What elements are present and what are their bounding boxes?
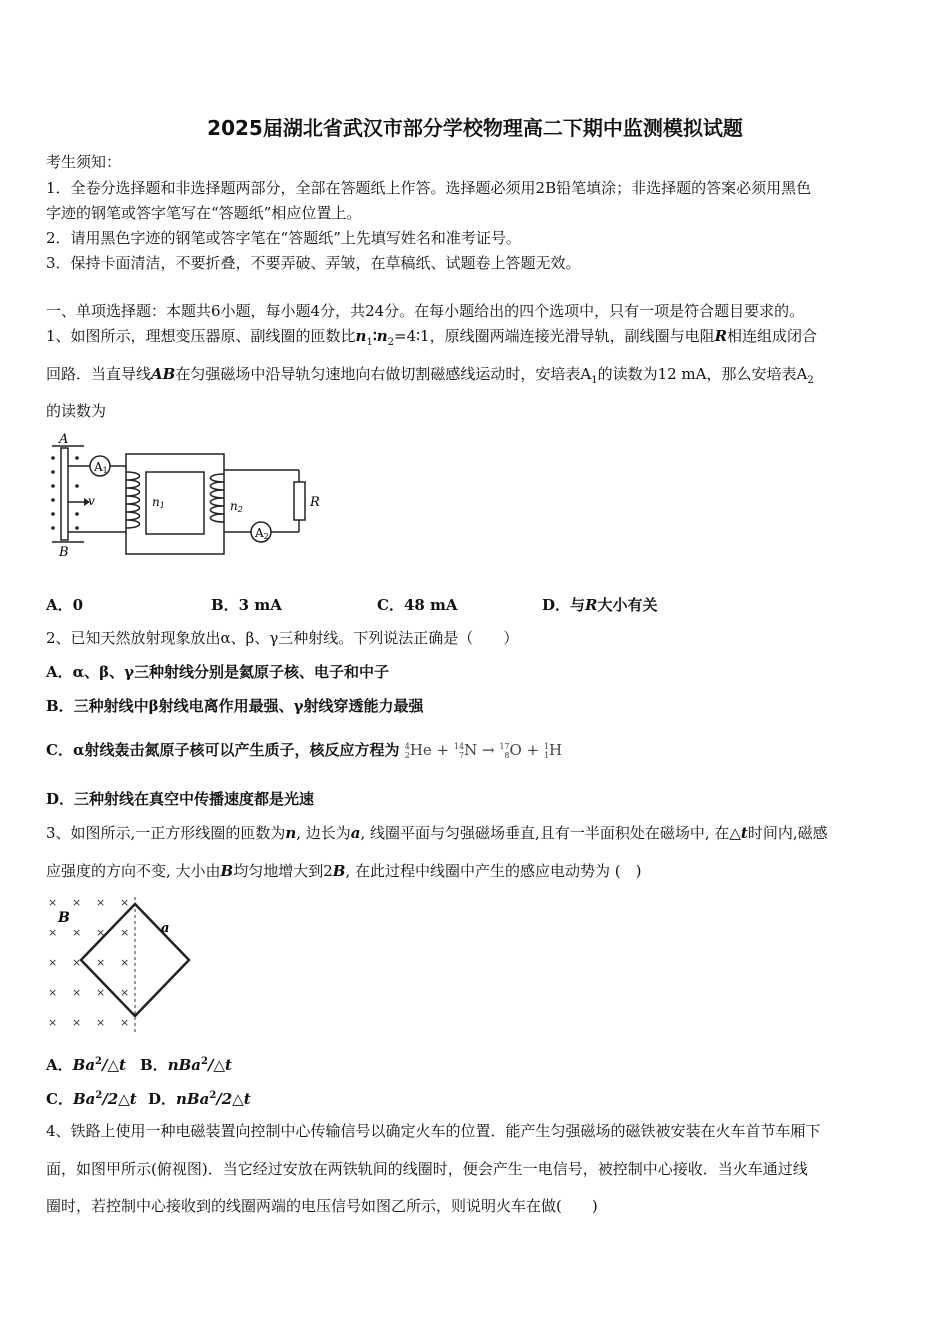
section-heading: 一、单项选择题：本题共6小题，每小题4分，共24分。在每小题给出的四个选项中，只有一项是符合题目要求的。 — [46, 302, 805, 320]
svg-text:×: × — [72, 986, 82, 999]
q1-stem-line1: 1、如图所示，理想变压器原、副线圈的匝数比$n_1∶n_2=4∶1$，原线圈两端连接光滑导轨，副线圈与电阻R相连组成闭合 — [46, 327, 818, 348]
svg-text:×: × — [48, 956, 58, 969]
ammeter-A1-label: A1 — [94, 460, 108, 475]
q3-option-c: C．Ba$^2$/2△t — [46, 1090, 137, 1108]
svg-text:×: × — [48, 926, 58, 939]
notice-item: 2．请用黑色字迹的钢笔或答字笔在“答题纸”上先填写姓名和准考证号。 — [46, 229, 521, 247]
q1-stem-line3: 的读数为 — [46, 402, 107, 420]
svg-text:×: × — [72, 926, 82, 939]
svg-text:×: × — [72, 896, 82, 909]
q4-stem-line2: 面，如图甲所示(俯视图)．当它经过安放在两铁轨间的线圈时，便会产生一电信号，被控制中心接收．当火车通过线 — [46, 1160, 808, 1178]
q1-option-a: A．0 — [46, 596, 84, 614]
svg-text:×: × — [96, 986, 106, 999]
q2-stem: 2、已知天然放射现象放出α、β、γ三种射线。下列说法正确是（ ） — [46, 629, 519, 647]
q2-option-a: A．α、β、γ三种射线分别是氦原子核、电子和中子 — [46, 663, 390, 681]
svg-text:×: × — [120, 896, 130, 909]
svg-text:×: × — [96, 1016, 106, 1029]
svg-text:×: × — [96, 956, 106, 969]
q1-option-c: C．48 mA — [377, 596, 458, 614]
notice-item: 3．保持卡面清洁，不要折叠，不要弄破、弄皱，在草稿纸、试题卷上答题无效。 — [46, 254, 581, 272]
label-A: A — [59, 432, 69, 447]
svg-text:×: × — [120, 986, 130, 999]
label-B-field: B — [58, 910, 70, 926]
svg-text:×: × — [48, 986, 58, 999]
svg-text:×: × — [120, 926, 130, 939]
label-R: R — [310, 495, 320, 510]
svg-text:×: × — [48, 896, 58, 909]
label-v: v — [88, 494, 95, 508]
label-n1: n1 — [152, 495, 165, 510]
q3-option-d: D．nBa$^2$/2△t — [148, 1090, 251, 1108]
q1-option-d: D．与R大小有关 — [542, 596, 658, 614]
q2-option-d: D．三种射线在真空中传播速度都是光速 — [46, 790, 315, 808]
svg-text:×: × — [96, 926, 106, 939]
q3-option-a: A．Ba$^2$/△t — [46, 1056, 126, 1074]
q3-stem-line1: 3、如图所示,一正方形线圈的匝数为n, 边长为a, 线圈平面与匀强磁场垂直,且有一半面积处在磁场中, 在△t时间内,磁感 — [46, 824, 828, 842]
svg-text:×: × — [96, 896, 106, 909]
svg-text:×: × — [120, 1016, 130, 1029]
q3-stem-line2: 应强度的方向不变, 大小由B均匀地增大到2B, 在此过程中线圈中产生的感应电动势为 ( ) — [46, 862, 642, 880]
q1-option-b: B．3 mA — [211, 596, 282, 614]
svg-text:×: × — [72, 1016, 82, 1029]
svg-text:×: × — [72, 956, 82, 969]
page-title: 2025届湖北省武汉市部分学校物理高二下期中监测模拟试题 — [207, 116, 743, 140]
svg-text:×: × — [120, 956, 130, 969]
q4-stem-line1: 4、铁路上使用一种电磁装置向控制中心传输信号以确定火车的位置．能产生匀强磁场的磁铁被安装在火车首节车厢下 — [46, 1122, 821, 1140]
label-B: B — [59, 545, 69, 560]
label-n2: n2 — [230, 499, 243, 514]
q2-option-b: B．三种射线中β射线电离作用最强、γ射线穿透能力最强 — [46, 697, 424, 715]
transformer-circuit-figure — [44, 432, 334, 562]
q2-option-c: C．α射线轰击氮原子核可以产生质子，核反应方程为 4 2He + 14 7N → 17 8O + 1 1H — [46, 741, 563, 760]
notice-item: 字迹的钢笔或答字笔写在“答题纸”相应位置上。 — [46, 204, 362, 222]
label-side-a: a — [161, 921, 170, 936]
nuclear-equation: 4 2He + 14 7N → 17 8O + 1 1H — [404, 741, 563, 760]
ammeter-A2-label: A2 — [255, 526, 269, 541]
square-coil-figure — [44, 892, 194, 1037]
svg-text:×: × — [48, 1016, 58, 1029]
notice-item: 1．全卷分选择题和非选择题两部分，全部在答题纸上作答。选择题必须用2B铅笔填涂；非选择题的答案必须用黑色 — [46, 179, 812, 197]
q3-option-b: B．nBa$^2$/△t — [140, 1056, 232, 1074]
notice-heading: 考生须知： — [46, 153, 122, 171]
q4-stem-line3: 圈时，若控制中心接收到的线圈两端的电压信号如图乙所示，则说明火车在做( ) — [46, 1197, 598, 1215]
q1-stem-line2: 回路．当直导线AB在匀强磁场中沿导轨匀速地向右做切割磁感线运动时，安培表$A_1$的读数为12 mA，那么安培表$A_2$ — [46, 365, 814, 386]
